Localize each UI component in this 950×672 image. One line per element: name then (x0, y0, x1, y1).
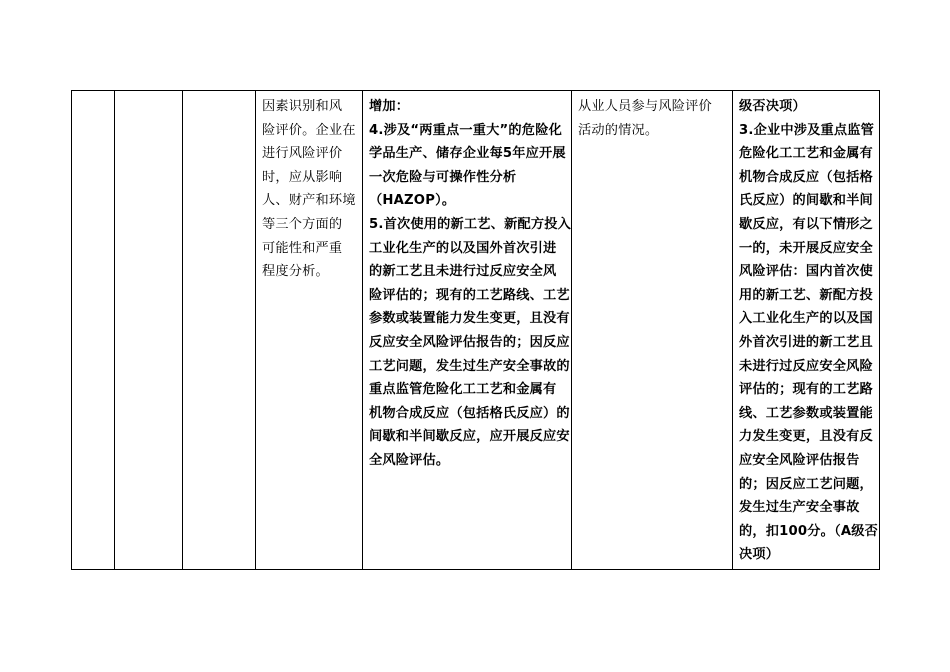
deduction-line: 歇反应，有以下情形之 (739, 216, 873, 232)
addition-line: 5.首次使用的新工艺、新配方投入 (369, 216, 572, 232)
deduction-line: 外首次引进的新工艺且 (739, 334, 873, 350)
deduction-line: 线、工艺参数或装置能 (739, 405, 873, 421)
basis-line: 程度分析。 (262, 264, 329, 280)
requirements-table (71, 90, 880, 570)
deduction-line: 一的，未开展反应安全 (739, 240, 873, 256)
deduction-line: 的，扣100分。（A级否 (739, 523, 879, 539)
addition-line: 险评估的；现有的工艺路线、工艺 (369, 287, 570, 303)
table-row (72, 91, 880, 570)
empty-cell-2 (115, 91, 183, 570)
addition-line: 4.涉及“两重点一重大”的危险化 (369, 122, 562, 138)
addition-line: 工业化生产的以及国外首次引进 (369, 240, 557, 256)
deduction-line: 未进行过反应安全风险 (739, 358, 873, 374)
deduction-line: 氏反应）的间歇和半间 (739, 193, 873, 209)
deduction-line: 危险化工工艺和金属有 (739, 146, 873, 162)
basis-line: 等三个方面的 (262, 216, 343, 232)
deduction-line: 发生过生产安全事故 (739, 500, 860, 516)
basis-line: 时，应从影响 (262, 169, 343, 185)
deduction-line: 3.企业中涉及重点监管 (739, 122, 875, 138)
basis-line: 人、财产和环境 (262, 193, 356, 209)
method-line: 活动的情况。 (578, 122, 659, 138)
addition-line: 参数或装置能力发生变更，且没有 (369, 311, 570, 327)
deduction-cell (733, 91, 880, 570)
deduction-line: 的；因反应工艺问题， (739, 476, 873, 492)
addition-cell (363, 91, 572, 570)
addition-heading: 增加： (369, 99, 410, 114)
deduction-line: 决项） (739, 547, 780, 563)
addition-line: 机物合成反应（包括格氏反应）的 (369, 405, 570, 421)
deduction-line: 入工业化生产的以及国 (739, 311, 873, 327)
deduction-line: 机物合成反应（包括格 (739, 169, 873, 185)
addition-line: 工艺问题，发生过生产安全事故的 (369, 358, 570, 374)
empty-cell-3 (183, 91, 256, 570)
deduction-line: 用的新工艺、新配方投 (739, 287, 873, 303)
method-cell (572, 91, 733, 570)
basis-line: 进行风险评价 (262, 146, 343, 162)
addition-line: 全风险评估。 (369, 452, 450, 468)
addition-line: 一次危险与可操作性分析 (369, 169, 517, 185)
deduction-line: 级否决项） (739, 99, 806, 114)
basis-line: 因素识别和风 (262, 99, 343, 114)
addition-line: 重点监管危险化工工艺和金属有 (369, 382, 557, 398)
addition-line: 学品生产、储存企业每5年应开展 (369, 146, 566, 162)
deduction-line: 力发生变更，且没有反 (739, 429, 873, 445)
empty-cell-1 (72, 91, 115, 570)
method-line: 从业人员参与风险评价 (578, 99, 712, 114)
addition-line: 反应安全风险评估报告的；因反应 (369, 334, 570, 350)
addition-line: 间歇和半间歇反应，应开展反应安 (369, 429, 570, 445)
basis-cell (256, 91, 363, 570)
deduction-line: 评估的；现有的工艺路 (739, 382, 873, 398)
basis-line: 可能性和严重 (262, 240, 343, 256)
basis-line: 险评价。企业在 (262, 122, 356, 138)
addition-line: （HAZOP）。 (369, 193, 456, 209)
deduction-line: 应安全风险评估报告 (739, 452, 860, 468)
addition-line: 的新工艺且未进行过反应安全风 (369, 264, 557, 280)
deduction-line: 风险评估：国内首次使 (739, 264, 873, 280)
